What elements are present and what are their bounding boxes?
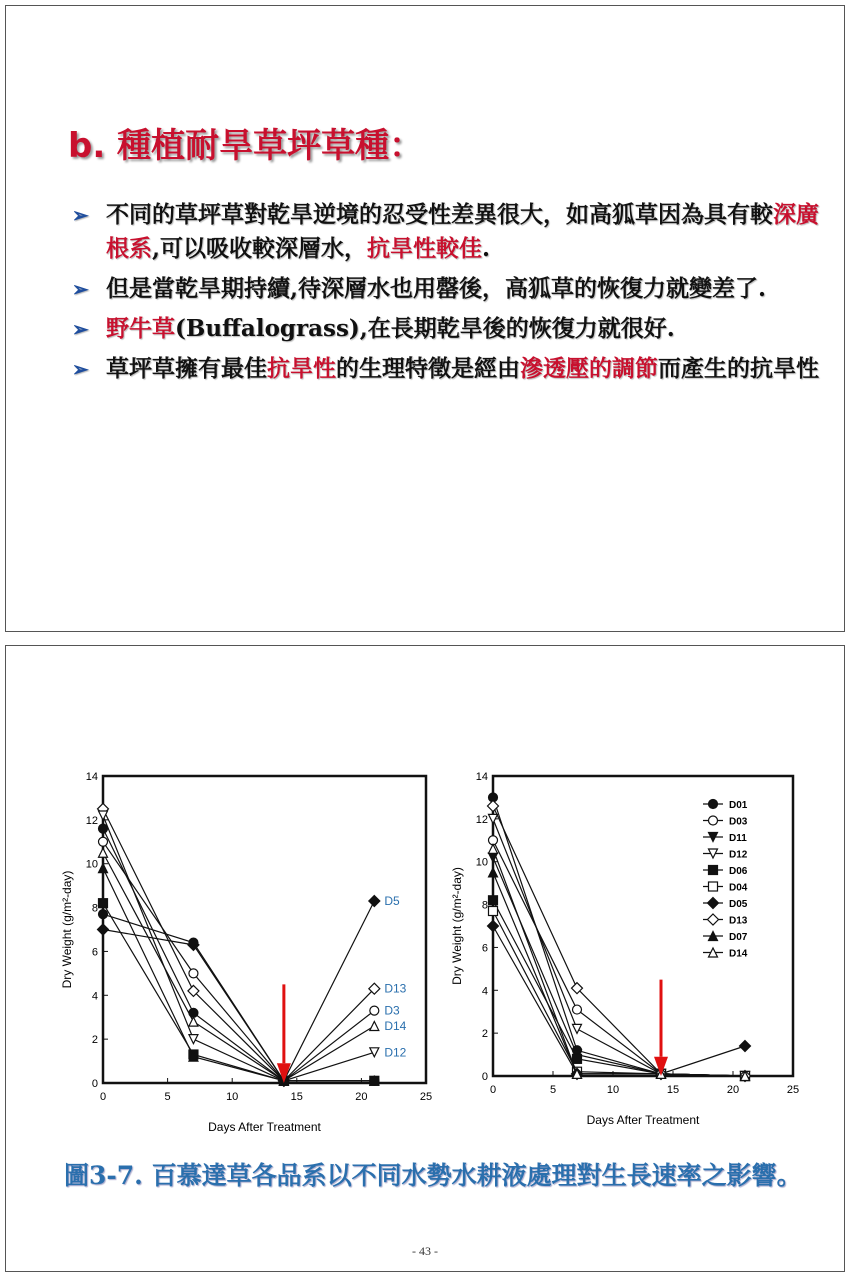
legend-label: D07 [729,932,748,943]
x-tick-label: 0 [99,1091,107,1103]
bullet-text: ,在長期乾旱後的恢復力就很好. [359,315,675,342]
bullet-text: 不同的草坪草對乾旱逆境的忍受性差異很大，如高狐草因為具有較 [106,201,773,228]
slide-bottom [5,645,845,1272]
y-tick-label: 8 [481,899,488,912]
data-point [370,1006,379,1015]
legend-label: D03 [729,816,748,828]
data-point [489,868,498,877]
series-d5 [98,895,380,1086]
series-d12 [489,814,750,1080]
legend-label: D11 [729,833,747,844]
legend-label: D14 [729,948,748,960]
slide-title [68,118,423,167]
bullet-item [68,352,828,386]
data-point [98,924,109,935]
y-tick-label: 14 [475,771,488,783]
series-line [103,829,374,1081]
series-line [493,797,745,1076]
highlight-text: 野牛草 [106,315,175,342]
legend-label: D05 [729,899,748,910]
y-tick-label: 12 [85,814,98,827]
y-tick-label: 6 [91,946,98,959]
figure-caption: 圖3-7. 百慕達草各品系以不同水勢水耕液處理對生長速率之影響。 [64,1161,802,1190]
x-tick-label: 25 [786,1084,800,1096]
y-tick-label: 6 [481,942,488,955]
series-annotation: D3 [384,1003,400,1018]
bullet-arrow-icon: ➢ [72,357,89,381]
y-tick-label: 0 [481,1071,488,1083]
series-d04 [489,907,750,1081]
y-tick-label: 4 [91,990,98,1003]
data-point [370,1076,379,1085]
bullet-text: ,可以吸收較深層水， [152,235,368,262]
data-point [709,882,718,891]
series-line [103,842,374,1081]
series-annotation: D5 [384,893,400,908]
data-point [489,907,498,916]
y-tick-label: 8 [91,902,98,915]
legend-label: D04 [729,882,748,894]
data-point [99,824,108,833]
legend-label: D12 [729,849,748,861]
title-prefix: b. [68,126,106,166]
x-tick-label: 25 [419,1091,433,1103]
legend-label: D01 [729,800,748,811]
data-point [709,866,718,875]
y-tick-label: 2 [91,1034,98,1047]
y-axis-label: Dry Weight (g/m²-day) [60,870,74,989]
title-text: 種植耐旱草坪草種： [117,126,424,166]
data-point [99,837,108,846]
x-tick-label: 5 [164,1091,171,1103]
y-axis-label: Dry Weight (g/m²-day) [450,867,464,985]
data-point [370,1048,379,1057]
bullet-list [68,198,828,392]
bullet-arrow-icon: ➢ [72,317,89,341]
series-d12 [99,811,379,1085]
bullet-item [68,198,828,266]
x-axis-label: Days After Treatment [208,1120,321,1134]
data-point [189,938,198,947]
data-point [488,921,499,932]
data-point [573,1054,582,1063]
series-line [103,815,374,1080]
bullet-text: (Buffalograss) [175,315,360,342]
series-d05 [488,921,751,1080]
data-point [189,1017,198,1026]
data-point [99,899,108,908]
x-tick-label: 20 [726,1084,740,1096]
y-tick-label: 14 [85,771,98,783]
legend-label: D06 [729,866,748,877]
data-point [189,1035,198,1044]
series-line [103,914,374,1081]
plot-frame [493,776,793,1076]
bullet-text: 而產生的抗旱性 [658,355,819,382]
data-point [370,1021,379,1030]
y-tick-label: 10 [85,858,98,871]
series-line [493,900,745,1076]
x-tick-label: 5 [549,1084,557,1096]
series-annotation: D12 [384,1045,407,1060]
highlight-text: 抗旱性 [267,355,336,382]
x-tick-label: 10 [226,1091,239,1103]
highlight-text: 滲透壓的調節 [520,355,658,382]
series-annotation: D14 [384,1018,407,1033]
bullet-arrow-icon: ➢ [72,203,89,227]
bullet-arrow-icon: ➢ [72,277,89,301]
data-point [740,1041,751,1052]
series-unlabeled-5 [99,824,379,1085]
highlight-text: 抗旱性較佳 [367,235,483,262]
bullet-item [68,312,828,346]
data-point [573,1024,582,1033]
series-annotation: D13 [384,981,407,996]
x-tick-label: 20 [355,1091,368,1103]
data-point [573,1005,582,1014]
bullet-item [68,272,828,306]
x-axis-label: Days After Treatment [586,1113,700,1127]
y-tick-label: 0 [91,1078,98,1090]
series-line [493,806,745,1076]
data-point [369,895,380,906]
highlight-text: 深廣根系 [106,201,819,262]
data-point [99,848,108,857]
page-number: - 43 - [412,1244,438,1258]
legend-label: D13 [729,915,748,927]
y-tick-label: 12 [475,813,488,826]
y-tick-label: 10 [475,856,488,869]
bullet-text: 的生理特徵是經由 [336,355,520,382]
data-point [99,910,108,919]
chart-right [446,764,816,1134]
series-line [103,809,374,1081]
data-point [189,969,198,978]
y-tick-label: 2 [481,1028,488,1041]
chart-legend [703,800,748,960]
data-point [708,898,719,909]
data-point [709,816,718,825]
bullet-text: 但是當乾旱期持續,待深層水也用罄後，高狐草的恢復力就變差了. [106,275,767,302]
slide-top [5,5,845,632]
data-point [709,800,718,809]
data-point [189,1008,198,1017]
bullet-text: . [482,235,491,262]
series-unlabeled-6 [99,899,379,1086]
x-tick-label: 15 [290,1091,303,1103]
data-point [99,864,108,873]
data-point [489,896,498,905]
x-tick-label: 0 [489,1084,497,1096]
series-line [493,840,745,1076]
chart-left [56,766,456,1136]
bullet-text: 草坪草擁有最佳 [106,355,267,382]
x-tick-label: 10 [606,1084,620,1096]
y-tick-label: 4 [481,985,488,998]
series-line [493,857,745,1076]
data-point [708,914,719,925]
x-tick-label: 15 [666,1084,680,1096]
